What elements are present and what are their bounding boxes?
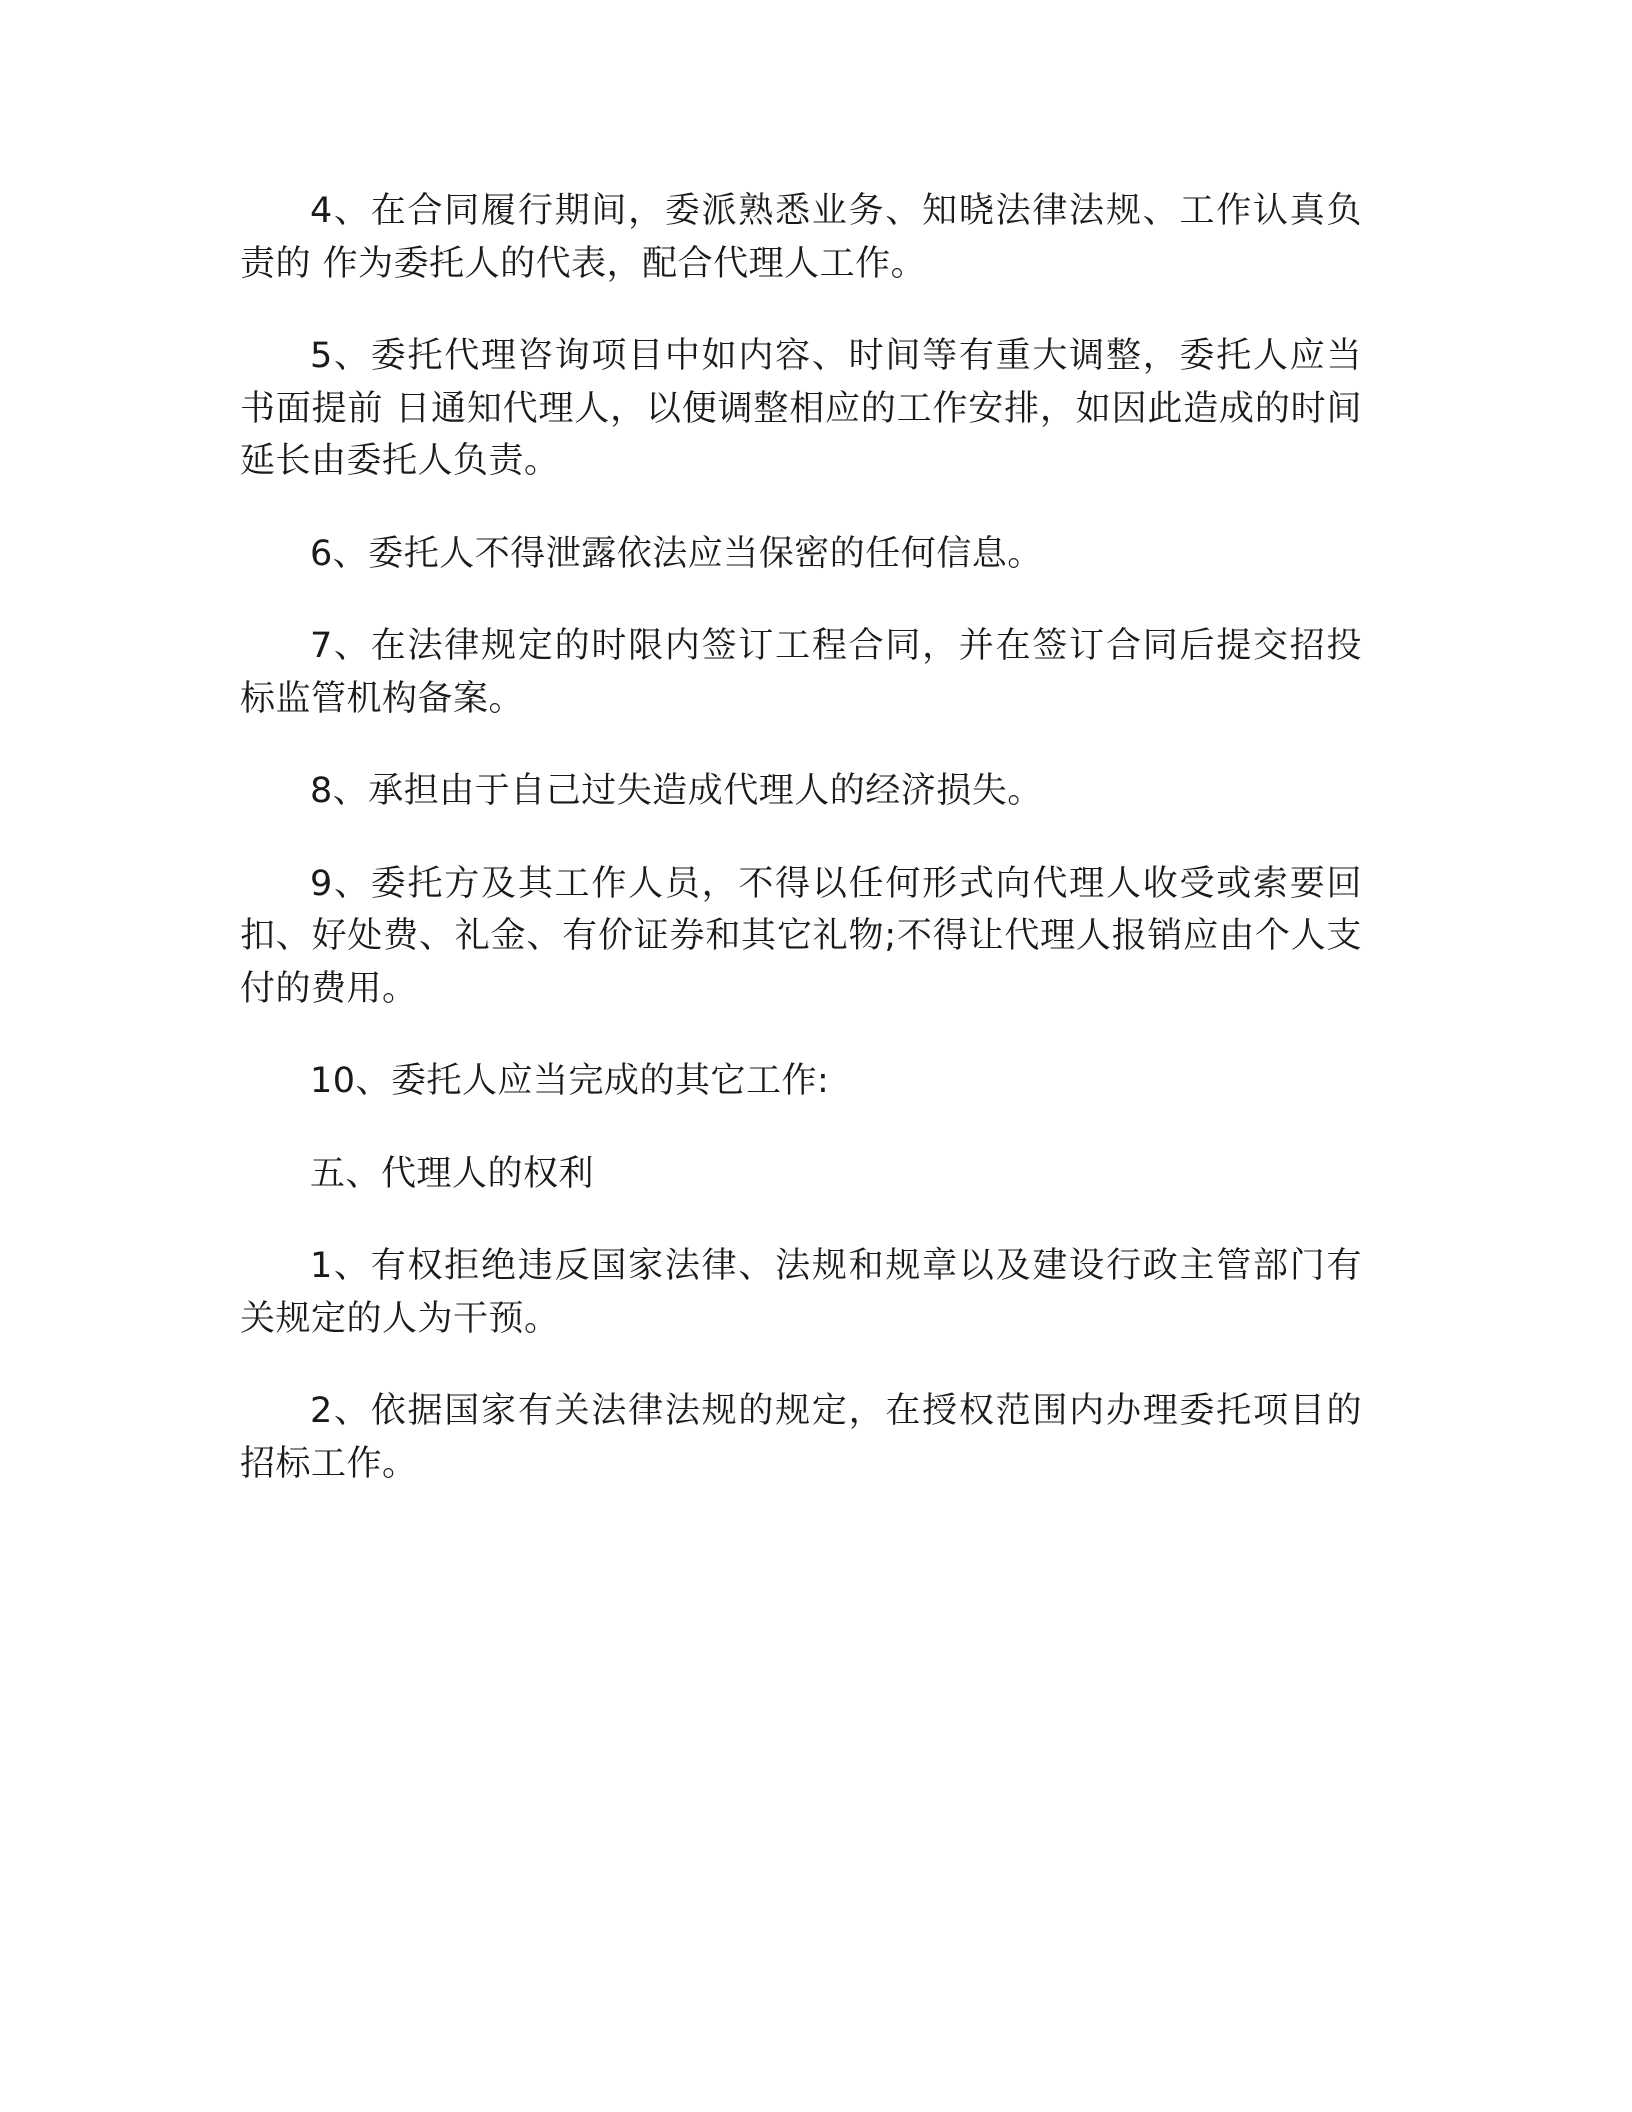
paragraph-gap — [240, 725, 1362, 765]
rights-item-1: 1、有权拒绝违反国家法律、法规和规章以及建设行政主管部门有关规定的人为干预。 — [240, 1246, 1362, 1339]
paragraph-gap — [240, 580, 1362, 620]
paragraph-gap — [240, 1015, 1362, 1055]
paragraph-item-4: 4、在合同履行期间，委派熟悉业务、知晓法律法规、工作认真负责的 作为委托人的代表，配合代理人工作。 — [240, 191, 1362, 284]
paragraph-gap — [240, 1200, 1362, 1240]
paragraph-item-7: 7、在法律规定的时限内签订工程合同，并在签订合同后提交招投标监管机构备案。 — [240, 626, 1362, 719]
paragraph-gap — [240, 488, 1362, 528]
paragraph-item-10: 10、委托人应当完成的其它工作: — [310, 1061, 830, 1101]
paragraph-item-8: 8、承担由于自己过失造成代理人的经济损失。 — [310, 771, 1043, 811]
document-body — [240, 185, 1362, 1490]
paragraph-item-9: 9、委托方及其工作人员，不得以任何形式向代理人收受或索要回扣、好处费、礼金、有价证券和其它礼物;不得让代理人报销应由个人支付的费用。 — [240, 863, 1362, 1009]
paragraph-item-5: 5、委托代理咨询项目中如内容、时间等有重大调整，委托人应当书面提前 日通知代理人，以便调整相应的工作安排，如因此造成的时间延长由委托人负责。 — [240, 336, 1362, 481]
paragraph-item-6: 6、委托人不得泄露依法应当保密的任何信息。 — [310, 533, 1043, 574]
section-heading-agent-rights: 五、代理人的权利 — [310, 1153, 595, 1194]
rights-item-2: 2、依据国家有关法律法规的规定，在授权范围内办理委托项目的招标工作。 — [240, 1391, 1362, 1484]
paragraph-gap — [240, 1345, 1362, 1385]
paragraph-gap — [240, 290, 1362, 330]
paragraph-gap — [240, 818, 1362, 858]
paragraph-gap — [240, 1108, 1362, 1148]
